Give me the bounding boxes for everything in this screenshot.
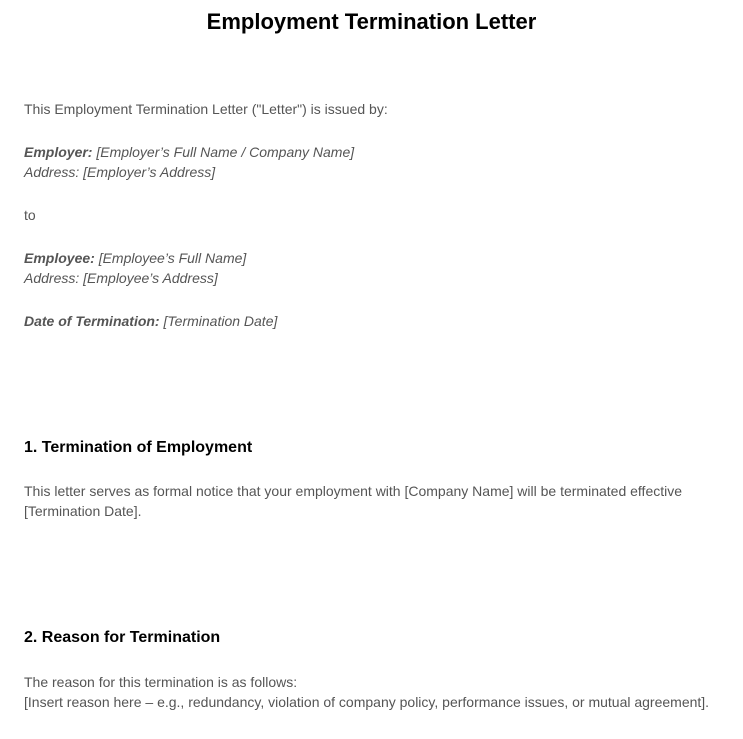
connector-text: to bbox=[24, 207, 36, 223]
employer-address: Address: [Employer’s Address] bbox=[24, 164, 216, 180]
section-2-body-line1: The reason for this termination is as follows: bbox=[24, 674, 298, 690]
employee-address: Address: [Employee’s Address] bbox=[24, 270, 218, 286]
employer-line bbox=[24, 142, 354, 162]
employee-label: Employee: bbox=[24, 250, 95, 266]
termination-date-line bbox=[24, 311, 277, 331]
section-1-heading: 1. Termination of Employment bbox=[24, 439, 253, 456]
section-2-heading: 2. Reason for Termination bbox=[24, 629, 221, 646]
document-title: Employment Termination Letter bbox=[206, 9, 537, 34]
intro-text: This Employment Termination Letter ("Letter") is issued by: bbox=[24, 101, 388, 117]
employee-line bbox=[24, 248, 246, 268]
employer-label: Employer: bbox=[24, 144, 93, 160]
termination-date-label: Date of Termination: bbox=[24, 313, 160, 329]
employee-value: [Employee’s Full Name] bbox=[98, 250, 247, 266]
section-2-body-line2: [Insert reason here – e.g., redundancy, violation of company policy, performance issues, or mutual agreement]. bbox=[24, 694, 710, 710]
section-1-body: This letter serves as formal notice that your employment with [Company Name] will be terminated effective [Termination Date]. bbox=[24, 483, 683, 519]
employer-value: [Employer’s Full Name / Company Name] bbox=[96, 144, 355, 160]
termination-date-value: [Termination Date] bbox=[163, 313, 278, 329]
